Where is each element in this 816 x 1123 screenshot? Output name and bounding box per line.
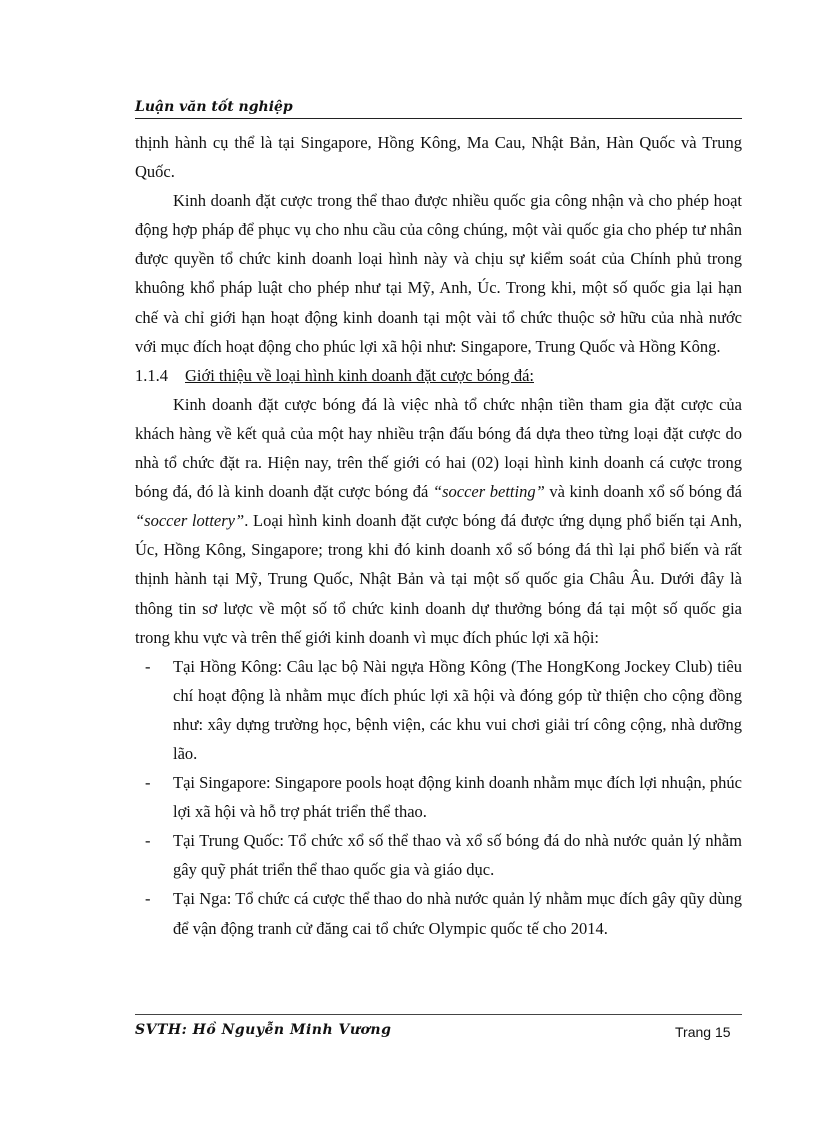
page-number: Trang 15 [675,1024,731,1040]
footer-author: SVTH: Hồ Nguyễn Minh Vương [135,1022,392,1038]
paragraph-betting-overview: Kinh doanh đặt cược trong thể thao được nhiều quốc gia công nhận và cho phép hoạt động hợp pháp để phục vụ cho nhu cầu của công chúng, một vài quốc gia cho phép tư nhân được quyền tổ chức kinh doanh loại hình này và chịu sự kiểm soát của Chính phủ trong khuông khổ pháp luật cho phép như tại Mỹ, Anh, Úc. Trong khi, một số quốc gia lại hạn chế và chỉ giới hạn hoạt động kinh doanh tại một vài tổ chức thuộc sở hữu của nhà nước với mục đích hoạt động cho phúc lợi xã hội như: Singapore, Trung Quốc và Hồng Kông. [135,191,742,356]
term-soccer-lottery: “soccer lottery” [135,511,245,531]
header-title: Luận văn tốt nghiệp [135,99,293,115]
list-item [135,768,742,826]
list-item [135,884,742,942]
list-item [135,826,742,884]
list-item [135,652,742,768]
section-title: Giới thiệu về loại hình kinh doanh đặt cược bóng đá: [185,365,534,385]
bullet-dash: - [145,889,151,909]
footer-rule [135,1014,742,1015]
bullet-dash: - [145,831,151,851]
paragraph-soccer-betting [135,390,742,652]
list-item-text: Tại Singapore: Singapore pools hoạt động kinh doanh nhằm mục đích lợi nhuận, phúc lợi xã hội và hỗ trợ phát triển thể thao. [173,773,742,822]
section-number: 1.1.4 [135,365,168,385]
header-rule [135,118,742,119]
paragraph-continuation: thịnh hành cụ thể là tại Singapore, Hồng Kông, Ma Cau, Nhật Bản, Hàn Quốc và Trung Quốc. [135,133,742,182]
paragraph-text: và kinh doanh xổ số bóng đá [544,482,743,502]
list-item-text: Tại Nga: Tổ chức cá cược thể thao do nhà nước quản lý nhằm mục đích gây qũy dùng để vận động tranh cử đăng cai tổ chức Olympic quốc tế cho 2014. [173,889,742,938]
document-body [135,128,742,943]
paragraph-text: Kinh doanh đặt cược bóng đá là việc nhà tổ chức nhận tiền tham gia đặt cược của khách hàng về kết quả của một hay nhiều trận đấu bóng đá dựa theo từng loại đặt cược do nhà tổ chức đặt ra. Hiện nay, trên thế giới có hai (02) loại hình kinh doanh cá cược trong bóng đá, đó là kinh doanh đặt cược bóng đá [135,394,742,502]
bullet-dash: - [145,656,151,676]
list-item-text: Tại Trung Quốc: Tổ chức xổ số thể thao và xổ số bóng đá do nhà nước quản lý nhằm gây quỹ phát triển thể thao quốc gia và giáo dục. [173,831,742,880]
section-heading [135,361,742,390]
paragraph-text: . Loại hình kinh doanh đặt cược bóng đá được ứng dụng phổ biến tại Anh, Úc, Hồng Kông, Singapore; trong khi đó kinh doanh xổ số bóng đá thì lại phổ biến và rất thịnh hành tại Mỹ, Trung Quốc, Nhật Bản và tại một số quốc gia Châu Âu. Dưới đây là thông tin sơ lược về một số tổ chức kinh doanh dự thưởng bóng đá tại một số quốc gia trong khu vực và trên thế giới kinh doanh vì mục đích phúc lợi xã hội: [135,511,742,647]
list-item-text: Tại Hồng Kông: Câu lạc bộ Nài ngựa Hồng Kông (The HongKong Jockey Club) tiêu chí hoạt động là nhằm mục đích phúc lợi xã hội và đóng góp từ thiện cho cộng đồng như: xây dựng trường học, bệnh viện, các khu vui chơi giải trí công cộng, nhà dưỡng lão. [173,656,742,763]
term-soccer-betting: “soccer betting” [432,482,545,502]
bullet-dash: - [145,773,151,793]
